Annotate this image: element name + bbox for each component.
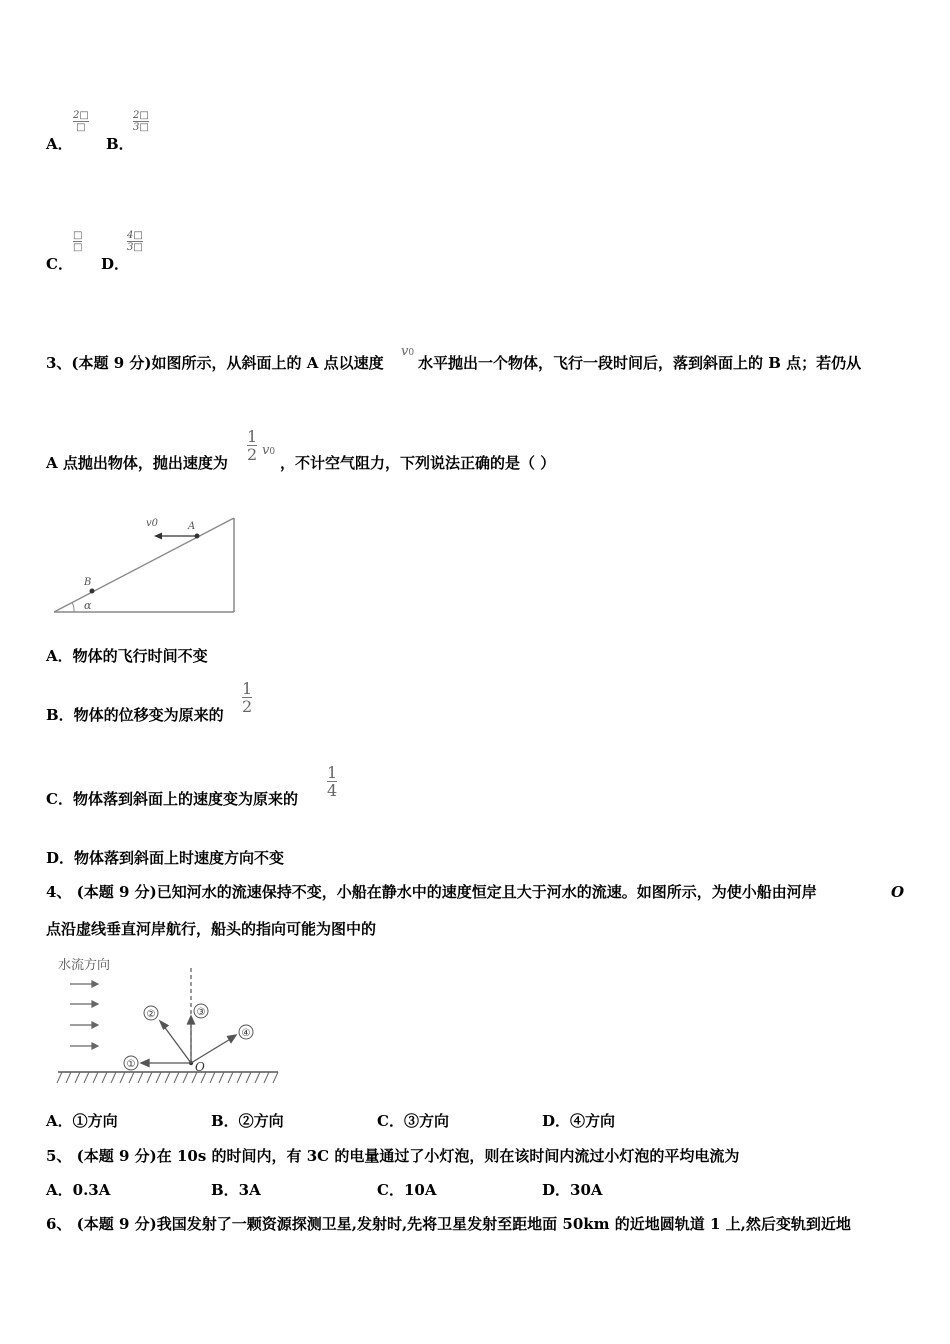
b-label: B <box>84 577 92 588</box>
b-numerator: 1 <box>242 679 253 698</box>
q2-option-a-label: A． <box>46 135 73 153</box>
label-2: ② <box>146 1009 156 1020</box>
q2-option-b-fraction <box>133 110 149 133</box>
b-denominator: 2 <box>242 697 253 716</box>
q2-option-d-label: D． <box>101 255 130 273</box>
q3-stem-line1-tail: 水平抛出一个物体，飞行一段时间后，落到斜面上的 B 点；若仍从 <box>418 354 862 372</box>
c-numerator: 1 <box>327 763 338 782</box>
q3-stem-line2: A 点抛出物体，抛出速度为 <box>46 454 228 472</box>
q5-option-d: D．30A <box>542 1181 603 1199</box>
q4-o-letter: O <box>891 883 905 901</box>
incline-figure <box>46 510 246 620</box>
q6-stem: 6、 (本题 9 分)我国发射了一颗资源探测卫星,发射时,先将卫星发射至距地面 50km 的近地圆轨道 1 上,然后变轨到近地 <box>46 1215 851 1233</box>
q2-option-d-fraction <box>127 230 143 253</box>
q2-d-numerator: 4□ <box>127 230 143 241</box>
a-label: A <box>188 521 196 532</box>
q5-stem: 5、 (本题 9 分)在 10s 的时间内，有 3C 的电量通过了小灯泡，则在该时间内流过小灯泡的平均电流为 <box>46 1147 740 1165</box>
point-b <box>90 589 95 594</box>
label-1: ① <box>126 1059 136 1070</box>
q2-option-c-fraction <box>73 230 82 253</box>
q3-v0-symbol-2 <box>262 443 275 458</box>
q3-stem-line2-tail: ，不计空气阻力，下列说法正确的是（ ） <box>280 454 556 472</box>
q4-option-c: C．③方向 <box>377 1112 449 1130</box>
v-subscript: 0 <box>269 447 276 457</box>
alpha-label: α <box>84 599 92 612</box>
q3-option-a: A．物体的飞行时间不变 <box>46 647 208 665</box>
q4-stem-line1: 4、 (本题 9 分)已知河水的流速保持不变，小船在静水中的速度恒定且大于河水的流速。如图所示，为使小船由河岸 <box>46 883 817 901</box>
q2-option-c-label: C． <box>46 255 73 273</box>
q3-option-c-fraction <box>327 764 337 799</box>
q4-option-b: B．②方向 <box>211 1112 284 1130</box>
q3-option-b: B．物体的位移变为原来的 <box>46 706 224 724</box>
heading-arrows <box>141 1016 236 1067</box>
q4-option-d: D．④方向 <box>542 1112 616 1130</box>
flow-arrows <box>70 981 98 1049</box>
v0-label: v0 <box>146 518 159 529</box>
q5-option-b: B．3A <box>211 1181 261 1199</box>
q4-option-a: A．①方向 <box>46 1112 118 1130</box>
q2-a-denominator: □ <box>76 122 86 133</box>
v-letter: v <box>401 344 409 359</box>
label-3: ③ <box>196 1007 206 1018</box>
q2-d-denominator: 3□ <box>127 242 143 253</box>
q2-c-denominator: □ <box>73 242 83 253</box>
water-flow-title: 水流方向 <box>58 958 111 973</box>
v-letter: v <box>262 443 270 458</box>
half-denominator: 2 <box>247 445 258 464</box>
q3-stem-line1: 3、(本题 9 分)如图所示，从斜面上的 A 点以速度 <box>46 354 384 372</box>
q3-option-d: D．物体落到斜面上时速度方向不变 <box>46 849 285 867</box>
q3-option-b-fraction <box>242 680 252 715</box>
q4-stem-line2: 点沿虚线垂直河岸航行，船头的指向可能为图中的 <box>46 920 377 938</box>
q2-c-numerator: □ <box>73 230 83 241</box>
q5-option-c: C．10A <box>377 1181 437 1199</box>
bank-hatching <box>57 1072 278 1083</box>
velocity-arrowhead <box>154 533 162 540</box>
angle-arc <box>72 602 74 612</box>
v-subscript: 0 <box>408 348 415 358</box>
q2-a-numerator: 2□ <box>73 110 89 121</box>
q2-b-denominator: 3□ <box>133 122 149 133</box>
q2-option-b-label: B． <box>106 135 134 153</box>
river-figure <box>50 955 285 1090</box>
half-numerator: 1 <box>247 427 258 446</box>
q3-v0-symbol <box>401 344 414 359</box>
q2-option-a-fraction <box>73 110 89 133</box>
o-label: O <box>195 1060 205 1074</box>
q2-b-numerator: 2□ <box>133 110 149 121</box>
label-4: ④ <box>241 1028 251 1039</box>
incline-slope <box>54 518 234 612</box>
q3-option-c: C．物体落到斜面上的速度变为原来的 <box>46 790 298 808</box>
c-denominator: 4 <box>327 781 338 800</box>
q3-half-fraction <box>247 428 257 463</box>
q5-option-a: A．0.3A <box>46 1181 111 1199</box>
